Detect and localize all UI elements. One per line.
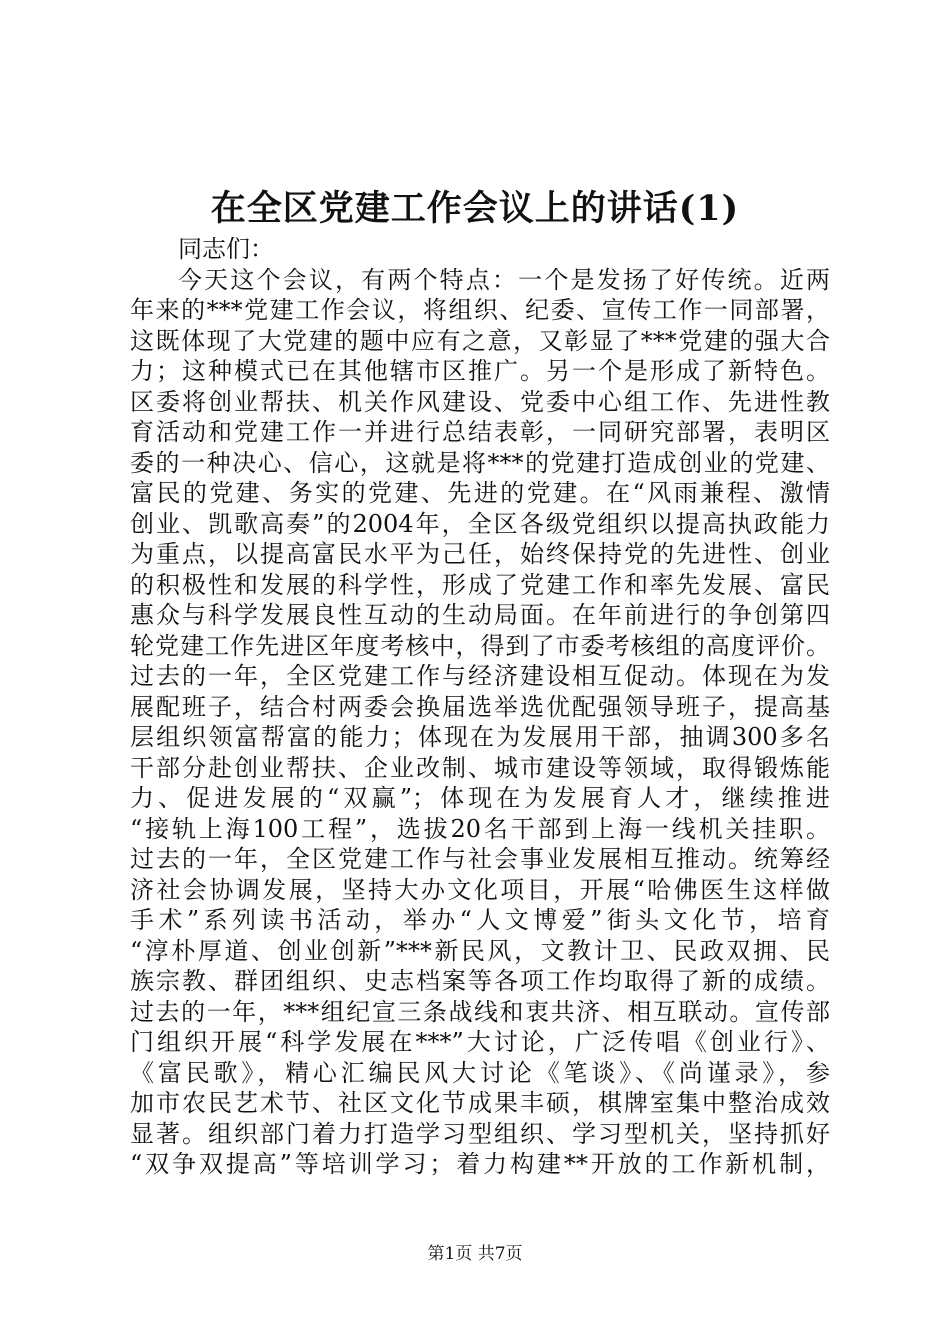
- text-line: 门组织开展“科学发展在***”大讨论，广泛传唱《创业行》、: [130, 1028, 830, 1056]
- text-line: 干部分赴创业帮扶、企业改制、城市建设等领域，取得锻炼能: [130, 753, 830, 782]
- text-line: 同志们：: [178, 235, 274, 263]
- text-line: 过去的一年，全区党建工作与经济建设相互促动。体现在为发: [130, 662, 830, 690]
- text-line: 的积极性和发展的科学性，形成了党建工作和率先发展、富民: [130, 570, 830, 599]
- text-line: 惠众与科学发展良性互动的生动局面。在年前进行的争创第四: [130, 601, 830, 629]
- text-line: 层组织领富帮富的能力；体现在为发展用干部，抽调300多名: [130, 723, 830, 751]
- text-line: “接轨上海100工程”，选拔20名干部到上海一线机关挂职。: [130, 814, 830, 843]
- text-line: 富民的党建、务实的党建、先进的党建。在“风雨兼程、激情: [130, 479, 830, 507]
- text-line: 区委将创业帮扶、机关作风建设、党委中心组工作、先进性教: [130, 387, 830, 416]
- document-body: [130, 234, 830, 1180]
- text-line: 族宗教、群团组织、史志档案等各项工作均取得了新的成绩。: [130, 967, 830, 995]
- text-line: 《富民歌》，精心汇编民风大讨论《笔谈》、《尚谨录》，参: [130, 1058, 830, 1087]
- text-line: 过去的一年，全区党建工作与社会事业发展相互推动。统筹经: [130, 845, 830, 873]
- text-line: 过去的一年，***组纪宣三条战线和衷共济、相互联动。宣传部: [130, 997, 830, 1026]
- text-line: 今天这个会议，有两个特点：一个是发扬了好传统。近两: [178, 265, 830, 294]
- text-line: 育活动和党建工作一并进行总结表彰，一同研究部署，表明区: [130, 418, 830, 446]
- text-line: 加市农民艺术节、社区文化节成果丰硕，棋牌室集中整治成效: [130, 1089, 830, 1117]
- text-line: 展配班子，结合村两委会换届选举选优配强领导班子，提高基: [130, 692, 830, 721]
- text-line: “淳朴厚道、创业创新”***新民风，文教计卫、民政双拥、民: [130, 936, 830, 965]
- text-line: 这既体现了大党建的题中应有之意，又彰显了***党建的强大合: [130, 326, 830, 355]
- text-line: 济社会协调发展，坚持大办文化项目，开展“哈佛医生这样做: [130, 875, 830, 904]
- text-line: 为重点，以提高富民水平为己任，始终保持党的先进性、创业: [130, 540, 830, 568]
- text-line: 轮党建工作先进区年度考核中，得到了市委考核组的高度评价。: [130, 631, 830, 660]
- page-number-footer: 第1页 共7页: [427, 1244, 523, 1264]
- text-line: 力；这种模式已在其他辖市区推广。另一个是形成了新特色。: [130, 357, 830, 385]
- text-line: 年来的***党建工作会议，将组织、纪委、宣传工作一同部署，: [130, 296, 830, 324]
- text-line: 力、促进发展的“双赢”；体现在为发展育人才，继续推进: [130, 784, 830, 812]
- text-line: 显著。组织部门着力打造学习型组织、学习型机关，坚持抓好: [130, 1119, 830, 1148]
- text-line: “双争双提高”等培训学习；着力构建**开放的工作新机制，: [130, 1150, 830, 1178]
- text-line: 委的一种决心、信心，这就是将***的党建打造成创业的党建、: [130, 448, 830, 477]
- text-line: 手术”系列读书活动，举办“人文博爱”街头文化节，培育: [130, 906, 830, 934]
- document-title: 在全区党建工作会议上的讲话(1): [210, 188, 740, 229]
- text-line: 创业、凯歌高奏”的2004年，全区各级党组织以提高执政能力: [130, 509, 830, 538]
